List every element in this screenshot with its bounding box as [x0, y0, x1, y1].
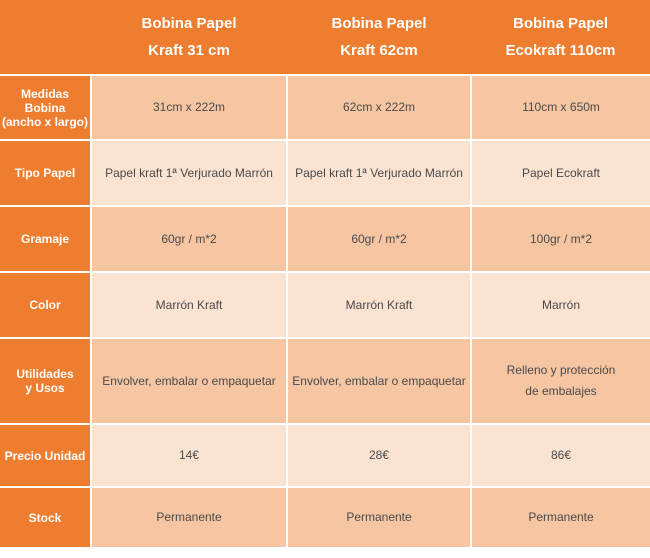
- table-cell: [287, 140, 471, 206]
- row-label-line: Color: [29, 298, 61, 312]
- row-label: [0, 272, 91, 338]
- table-cell: [287, 487, 471, 547]
- cell-text: 62cm x 222m: [342, 100, 416, 114]
- row-label-line: (ancho x largo): [1, 114, 88, 129]
- cell-text: Marrón: [541, 297, 580, 312]
- table-cell: [91, 75, 287, 140]
- table-cell: [471, 75, 650, 140]
- row-precio: [0, 424, 650, 487]
- cell-text: Papel kraft 1ª Verjurado Marrón: [105, 165, 273, 180]
- row-label-line: Precio Unidad: [4, 448, 86, 463]
- table-cell: [287, 338, 471, 424]
- column-header-line1: Bobina Papel: [512, 15, 609, 32]
- row-label: [0, 206, 91, 272]
- table-cell: [471, 140, 650, 206]
- row-label: [0, 338, 91, 424]
- table-cell: [287, 75, 471, 140]
- column-header-line2: Kraft 62cm: [340, 42, 418, 59]
- table-cell: [287, 272, 471, 338]
- cell-text: Envolver, embalar o empaquetar: [102, 373, 276, 388]
- cell-text: 28€: [368, 448, 390, 462]
- table-cell: [91, 487, 287, 547]
- row-color: [0, 272, 650, 338]
- cell-text: 110cm x 650m: [522, 100, 600, 114]
- cell-text: Envolver, embalar o empaquetar: [292, 373, 466, 388]
- row-label-line: Stock: [28, 510, 62, 525]
- table-cell: [287, 206, 471, 272]
- cell-text: Marrón Kraft: [345, 297, 413, 312]
- row-label-line: y Usos: [25, 381, 65, 395]
- cell-text: 60gr / m*2: [161, 231, 217, 246]
- row-label: [0, 424, 91, 487]
- header-row: [0, 0, 650, 75]
- table-cell: [471, 272, 650, 338]
- cell-text: Marrón Kraft: [155, 297, 223, 312]
- row-label: [0, 487, 91, 547]
- row-label-line: Gramaje: [20, 232, 70, 246]
- cell-text: Papel Ecokraft: [521, 165, 601, 180]
- column-header-line1: Bobina Papel: [141, 15, 237, 32]
- column-header-ecokraft-110: [471, 0, 650, 75]
- row-label-line: Utilidades: [16, 367, 74, 381]
- column-header-line1: Bobina Papel: [331, 15, 427, 32]
- row-label-line: Medidas: [20, 86, 69, 101]
- cell-text: Permanente: [156, 510, 222, 524]
- cell-text: de embalajes: [525, 384, 597, 398]
- row-label-line: Bobina: [24, 100, 66, 115]
- cell-text: Papel kraft 1ª Verjurado Marrón: [295, 165, 463, 180]
- table-cell: [471, 487, 650, 547]
- column-header-line2: Ecokraft 110cm: [505, 42, 616, 59]
- row-medidas: [0, 75, 650, 140]
- cell-text: 86€: [550, 448, 572, 462]
- table-cell: [91, 206, 287, 272]
- column-header-line2: Kraft 31 cm: [148, 42, 230, 59]
- row-utilidades: [0, 338, 650, 424]
- table-cell: [471, 206, 650, 272]
- cell-text: 100gr / m*2: [529, 231, 593, 246]
- cell-text: 60gr / m*2: [351, 231, 407, 246]
- cell-text: 31cm x 222m: [152, 100, 226, 114]
- column-header-kraft-31: [91, 0, 287, 75]
- row-gramaje: [0, 206, 650, 272]
- column-header-kraft-62: [287, 0, 471, 75]
- table-cell: [91, 424, 287, 487]
- table-cell: [287, 424, 471, 487]
- table-cell: [91, 272, 287, 338]
- row-label: [0, 75, 91, 140]
- cell-text: 14€: [178, 448, 200, 462]
- row-label: [0, 140, 91, 206]
- table-cell: [471, 338, 650, 424]
- cell-text: Permanente: [346, 510, 412, 524]
- table-cell: [91, 140, 287, 206]
- cell-text: Permanente: [528, 510, 594, 524]
- cell-text: Relleno y protección: [506, 363, 616, 377]
- header-corner: [0, 0, 91, 75]
- row-tipo-papel: [0, 140, 650, 206]
- table-cell: [471, 424, 650, 487]
- row-stock: [0, 487, 650, 547]
- row-label-line: Tipo Papel: [14, 166, 76, 180]
- table-cell: [91, 338, 287, 424]
